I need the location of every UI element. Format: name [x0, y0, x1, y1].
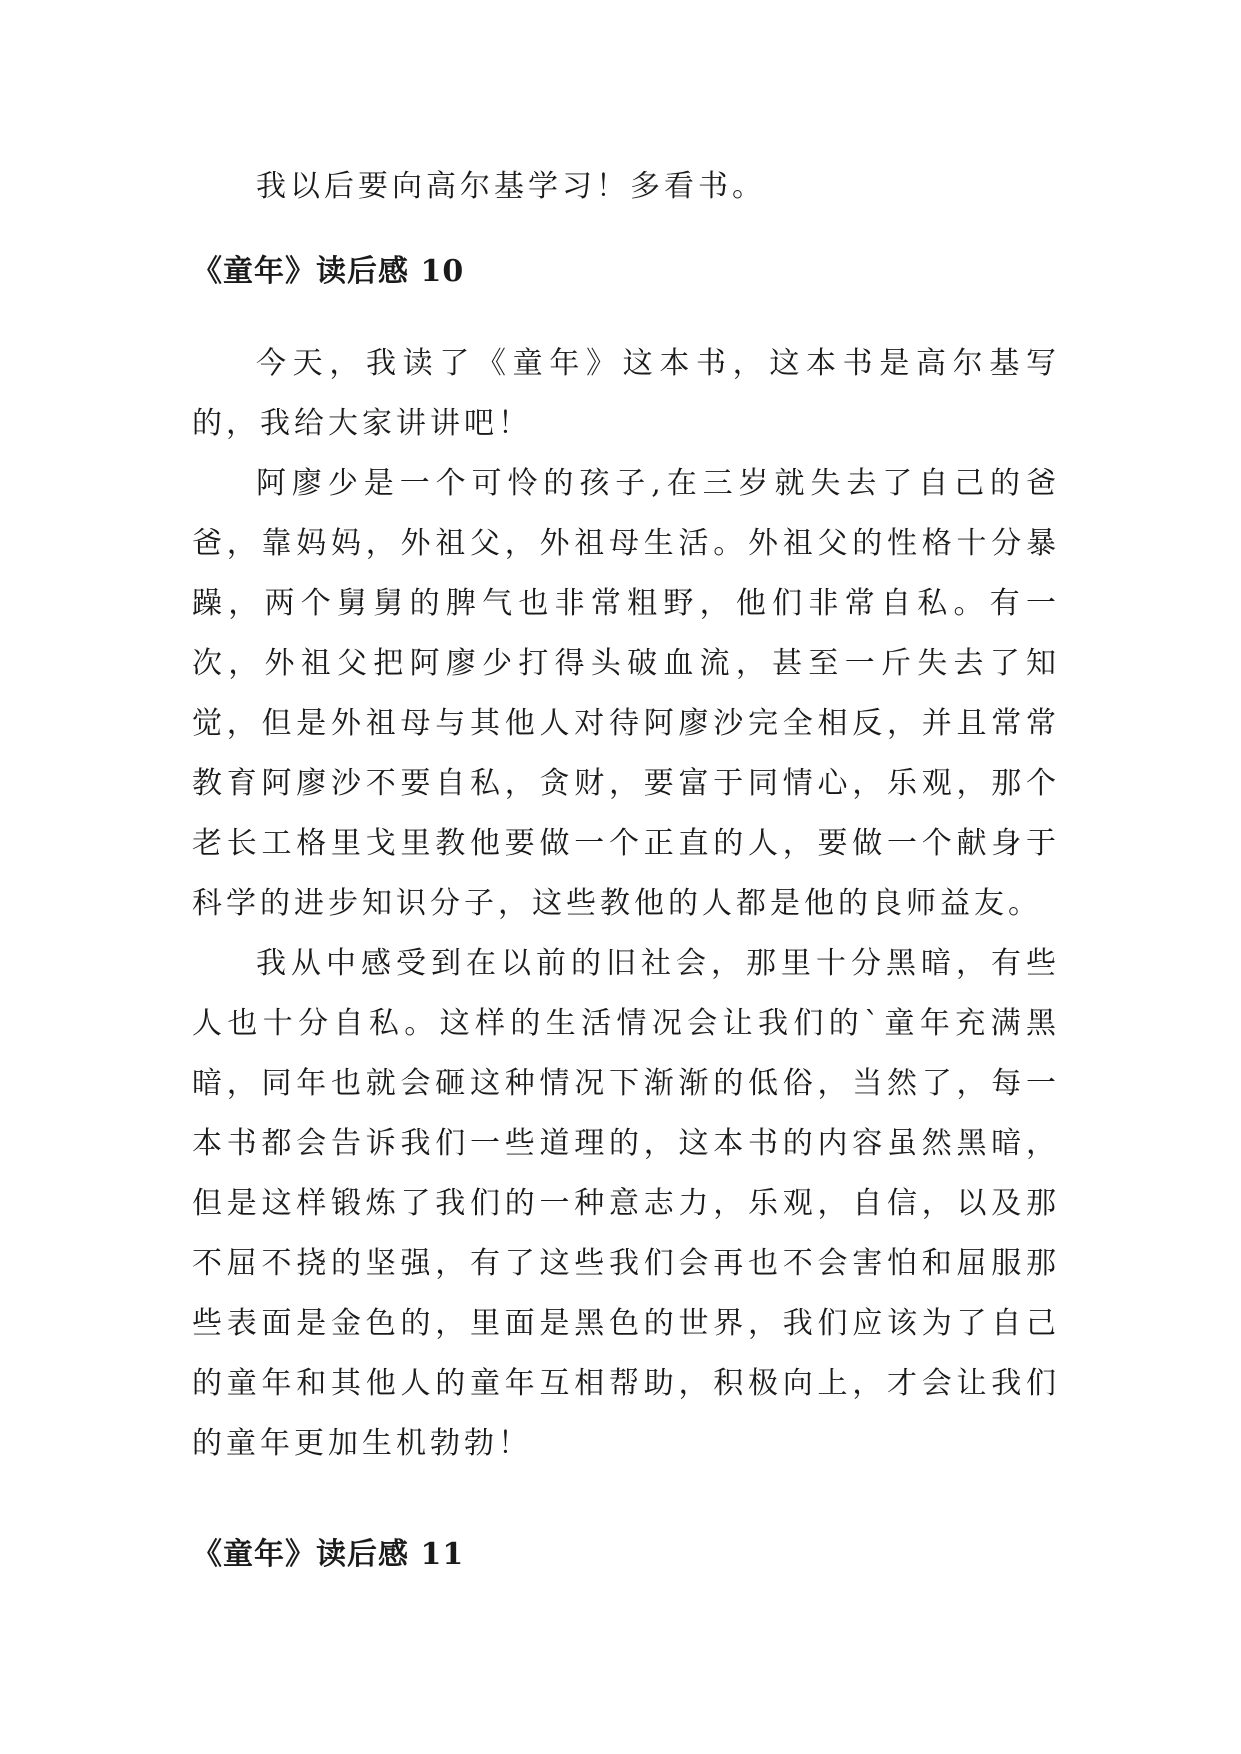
section-10-heading-block	[192, 252, 1060, 292]
section-10-heading: 《童年》读后感 10	[192, 254, 465, 289]
section-11-heading: 《童年》读后感 11	[192, 1537, 465, 1572]
section-10-body	[192, 334, 1060, 1474]
intro-block	[192, 157, 1060, 217]
section-10-paragraph-3: 我从中感受到在以前的旧社会，那里十分黑暗，有些人也十分自私。这样的生活情况会让我们的`童年充满黑暗，同年也就会砸这种情况下渐渐的低俗，当然了，每一本书都会告诉我们一些道理的，这本书的内容虽然黑暗，但是这样锻炼了我们的一种意志力，乐观，自信，以及那不屈不挠的坚强，有了这些我们会再也不会害怕和屈服那些表面是金色的，里面是黑色的世界，我们应该为了自己的童年和其他人的童年互相帮助，积极向上，才会让我们的童年更加生机勃勃！	[192, 946, 1060, 1461]
section-11-heading-block	[192, 1535, 1060, 1575]
section-10-paragraph-1: 今天，我读了《童年》这本书，这本书是高尔基写的，我给大家讲讲吧！	[192, 346, 1060, 441]
section-10-paragraph-2: 阿廖少是一个可怜的孩子,在三岁就失去了自己的爸爸，靠妈妈，外祖父，外祖母生活。外祖父的性格十分暴躁，两个舅舅的脾气也非常粗野，他们非常自私。有一次，外祖父把阿廖少打得头破血流，甚至一斤失去了知觉，但是外祖母与其他人对待阿廖沙完全相反，并且常常教育阿廖沙不要自私，贪财，要富于同情心，乐观，那个老长工格里戈里教他要做一个正直的人，要做一个献身于科学的进步知识分子，这些教他的人都是他的良师益友。	[192, 466, 1060, 921]
intro-paragraph: 我以后要向高尔基学习！多看书。	[256, 169, 766, 204]
